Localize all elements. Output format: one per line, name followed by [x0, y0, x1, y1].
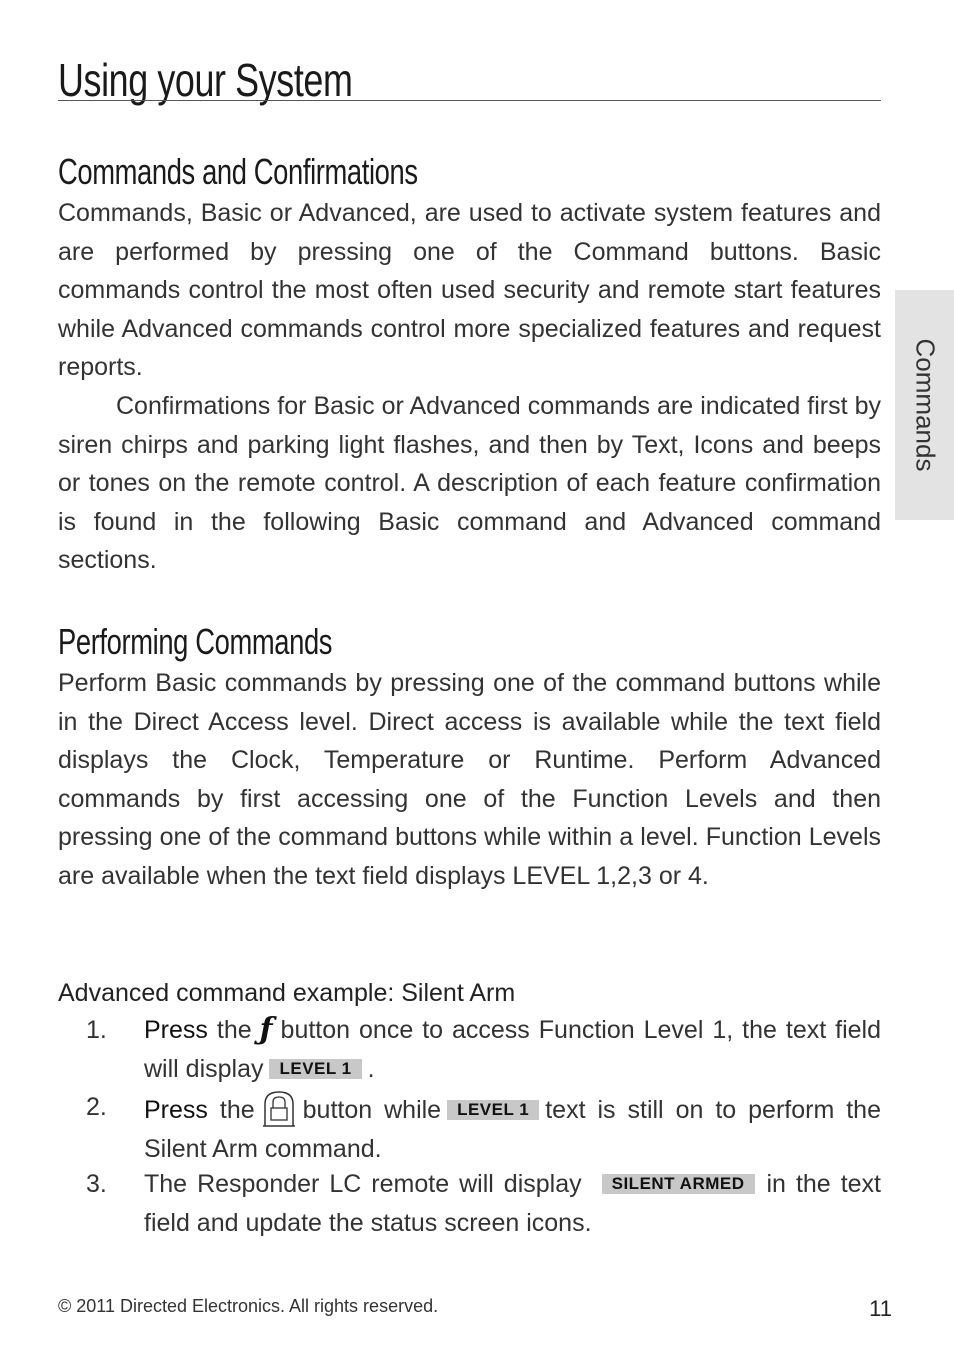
step-text [144, 1165, 881, 1242]
side-tab [895, 290, 954, 520]
step-2 [58, 1088, 881, 1168]
performing-commands-heading: Performing Commands [58, 621, 333, 662]
step-text-c: . [367, 1054, 375, 1083]
commands-confirmations-heading: Commands and Confirmations [58, 151, 418, 192]
step-text-c: text is still on to perform the Silent Arm command. [144, 1096, 881, 1163]
step-3 [58, 1165, 881, 1242]
press-label: Press [144, 1096, 208, 1124]
step-text-a: the [219, 1096, 255, 1124]
step-text-b: in the text field and update the status screen icons. [144, 1170, 881, 1237]
confirmations-paragraph: Confirmations for Basic or Advanced commands are indicated first by siren chirps and parking light flashes, and then by Text, Icons and beeps or tones on the remote control. A description of each feature confirmation is found in the following Basic command and Advanced command sections. [58, 392, 881, 574]
step-text [144, 1088, 881, 1168]
step-number: 1. [86, 1016, 107, 1044]
step-text-b: button once to access Function Level 1, the text field will display [144, 1016, 881, 1083]
step-text-b: button while [302, 1096, 442, 1124]
lock-icon [261, 1088, 297, 1128]
lcd-silent-armed: SILENT ARMED [602, 1174, 755, 1194]
page-number: 11 [869, 1296, 892, 1321]
step-text-a: the [216, 1016, 252, 1044]
step-1 [58, 1011, 881, 1088]
commands-paragraph: Commands, Basic or Advanced, are used to activate system features and are performed by pressing one of the Command buttons. Basic commands control the most often used security and remote start features while Advanced commands control more specialized features and request reports. [58, 199, 881, 381]
step-number: 2. [86, 1093, 107, 1121]
footer-copyright: © 2011 Directed Electronics. All rights reserved. [58, 1296, 439, 1316]
side-tab-label: Commands [910, 338, 940, 472]
step-text [144, 1011, 881, 1088]
step-text-a: The Responder LC remote will display [144, 1170, 582, 1198]
press-label: Press [144, 1016, 208, 1044]
lcd-level-1: LEVEL 1 [447, 1100, 539, 1120]
lcd-level-1: LEVEL 1 [269, 1059, 361, 1079]
function-f-icon: ƒ [259, 1012, 273, 1047]
performing-commands-paragraph: Perform Basic commands by pressing one of the command buttons while in the Direct Access level. Direct access is available while the text field displays the Clock, Temperature or Runtime. Perform Advanced commands by first accessing one of the Function Levels and then pressing one of the command buttons while within a level. Function Levels are available when the text field displays LEVEL 1,2,3 or 4. [58, 669, 881, 890]
example-heading: Advanced command example: Silent Arm [58, 979, 516, 1007]
page-title: Using your System [58, 54, 353, 106]
step-number: 3. [86, 1170, 107, 1198]
title-rule [58, 100, 881, 101]
